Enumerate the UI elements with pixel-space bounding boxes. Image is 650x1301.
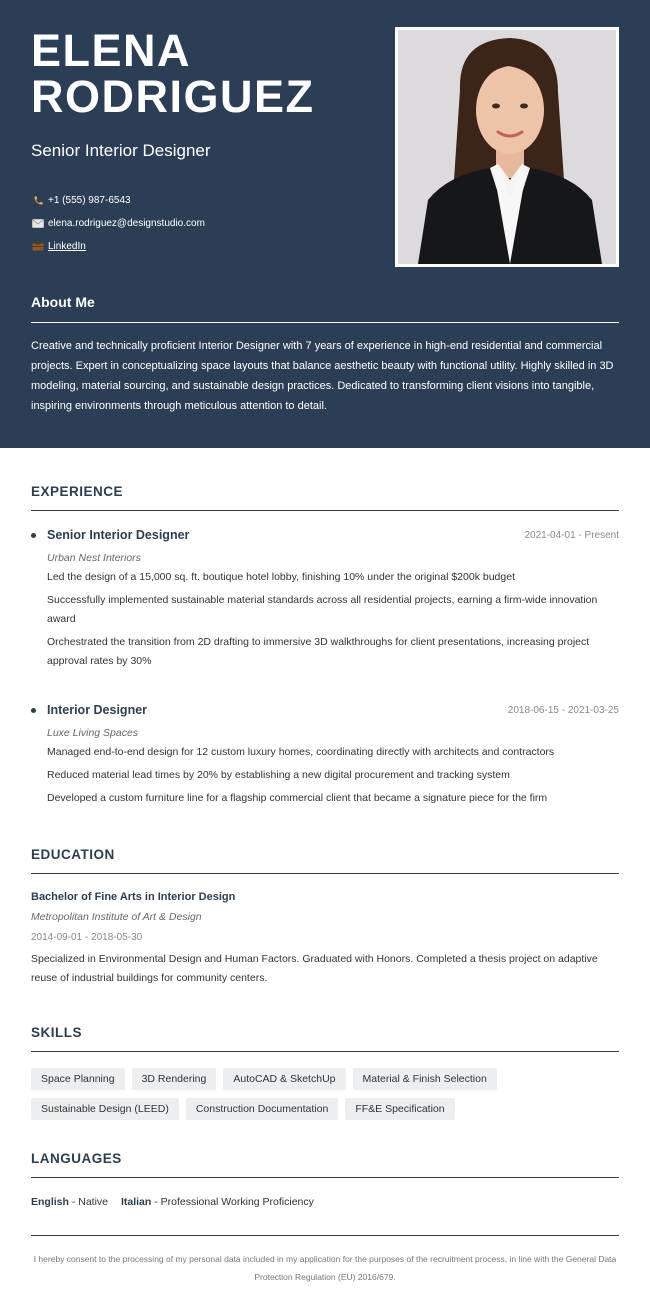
achievement-item: Orchestrated the transition from 2D drafting to immersive 3D walkthroughs for client presentations, increasing project approval rates by 30% — [47, 636, 590, 667]
consent-text: I hereby consent to the processing of my personal data included in my application for the purposes of the recruitment process, in line with the General Data Protection Regulation (EU) 2016/679. — [33, 1254, 617, 1282]
skill-tag: Space Planning — [31, 1068, 125, 1090]
skills-heading: SKILLS — [31, 1025, 83, 1040]
skill-tag: FF&E Specification — [345, 1098, 454, 1120]
experience-section — [31, 484, 619, 511]
skill-tag: 3D Rendering — [132, 1068, 217, 1090]
experience-heading: EXPERIENCE — [31, 484, 124, 499]
bullet-icon — [31, 533, 36, 538]
resume-header — [0, 0, 650, 448]
email-address: elena.rodriguez@designstudio.com — [48, 217, 205, 229]
skill-tags — [31, 1068, 619, 1120]
education-heading: EDUCATION — [31, 847, 115, 862]
languages-section — [31, 1151, 619, 1208]
language-list — [31, 1196, 619, 1208]
experience-entry — [31, 703, 619, 808]
job-role: Interior Designer — [31, 703, 147, 717]
job-company: Urban Nest Interiors — [47, 552, 141, 564]
about-divider — [31, 322, 619, 323]
skill-tag: AutoCAD & SketchUp — [223, 1068, 345, 1090]
name-line-last: RODRIGUEZ — [31, 71, 315, 122]
phone-icon — [31, 194, 45, 206]
skills-divider — [31, 1051, 619, 1052]
job-dates: 2018-06-15 - 2021-03-25 — [507, 704, 619, 716]
education-school: Metropolitan Institute of Art & Design — [31, 911, 202, 923]
contact-linkedin — [31, 235, 205, 257]
profile-photo — [395, 27, 619, 267]
education-divider — [31, 873, 619, 874]
contact-phone — [31, 189, 205, 211]
education-degree: Bachelor of Fine Arts in Interior Design — [31, 891, 236, 903]
job-dates: 2021-04-01 - Present — [524, 529, 619, 541]
achievement-item: Reduced material lead times by 20% by establishing a new digital procurement and tracking system — [47, 769, 510, 781]
contact-email — [31, 212, 205, 234]
phone-number: +1 (555) 987-6543 — [48, 194, 131, 206]
skills-section — [31, 1025, 619, 1120]
achievement-list — [47, 568, 619, 671]
footer-divider — [31, 1235, 619, 1236]
candidate-title: Senior Interior Designer — [31, 141, 211, 160]
achievement-item: Managed end-to-end design for 12 custom luxury homes, coordinating directly with architects and contractors — [47, 746, 555, 758]
languages-divider — [31, 1177, 619, 1178]
skill-tag: Construction Documentation — [186, 1098, 339, 1120]
achievement-item: Successfully implemented sustainable material standards across all residential projects, earning a firm-wide innovation award — [47, 594, 598, 625]
language-item: English - Native — [31, 1196, 109, 1208]
name-line-first: ELENA — [31, 25, 192, 76]
job-role: Senior Interior Designer — [31, 528, 189, 542]
bullet-icon — [31, 708, 36, 713]
about-heading: About Me — [31, 294, 95, 310]
education-dates: 2014-09-01 - 2018-05-30 — [31, 932, 143, 943]
achievement-item: Developed a custom furniture line for a flagship commercial client that became a signature piece for the firm — [47, 792, 548, 804]
envelope-icon — [31, 217, 45, 229]
candidate-name — [31, 25, 315, 122]
education-section — [31, 847, 619, 988]
achievement-item: Led the design of a 15,000 sq. ft. boutique hotel lobby, finishing 10% under the original $200k budget — [47, 571, 515, 583]
language-item: Italian - Professional Working Proficiency — [120, 1196, 314, 1208]
briefcase-icon — [31, 240, 45, 252]
achievement-list — [47, 743, 619, 808]
about-text: Creative and technically proficient Interior Designer with 7 years of experience in high-end residential and commercial projects. Expert in conceptualizing space layouts that balance aesthetic beauty with functional utility. Highly skilled in 3D modeling, material sourcing, and sustainable design practices. Dedicated to transforming client visions into tangible, inspiring environments through meticulous attention to detail. — [31, 340, 614, 412]
experience-divider — [31, 510, 619, 511]
languages-heading: LANGUAGES — [31, 1151, 122, 1166]
skill-tag: Material & Finish Selection — [353, 1068, 497, 1090]
linkedin-link[interactable]: LinkedIn — [48, 240, 86, 252]
job-company: Luxe Living Spaces — [47, 727, 139, 739]
skill-tag: Sustainable Design (LEED) — [31, 1098, 179, 1120]
experience-entry — [31, 528, 619, 671]
contact-list — [31, 189, 205, 258]
education-description: Specialized in Environmental Design and Human Factors. Graduated with Honors. Completed a thesis project on adaptive reuse of industrial buildings for community centers. — [31, 953, 598, 984]
